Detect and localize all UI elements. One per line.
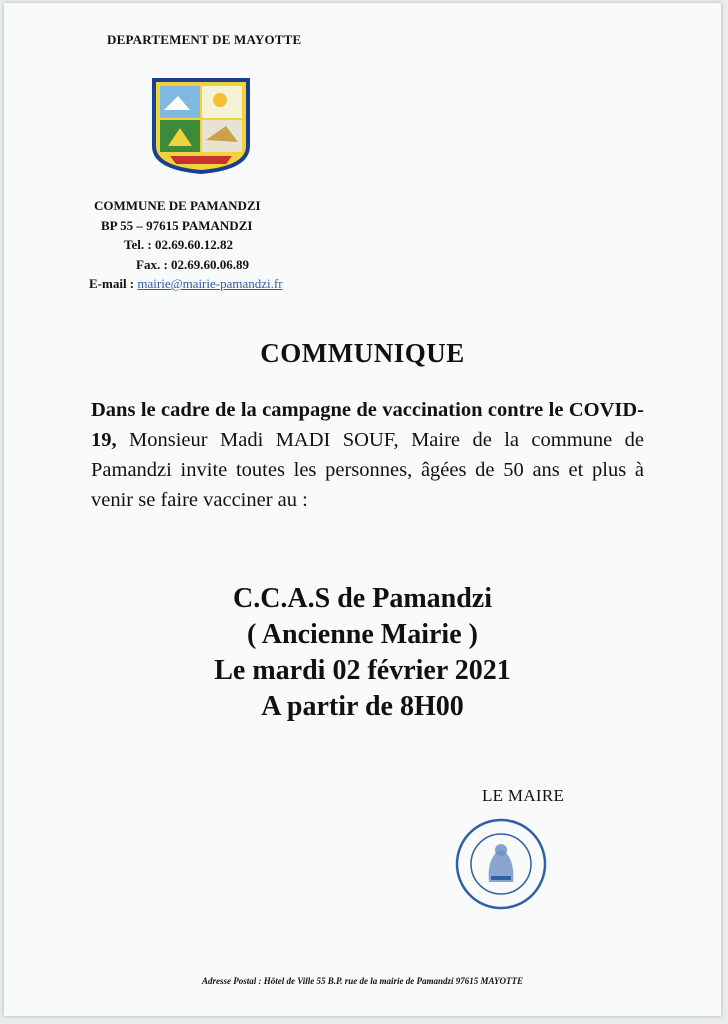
official-stamp-icon	[453, 816, 549, 912]
announcement-text: Monsieur Madi MADI SOUF, Maire de la commune de Pamandzi invite toutes les personnes, âgées de 50 ans et plus à venir se faire vacciner au :	[91, 429, 644, 511]
signature-title: LE MAIRE	[482, 786, 565, 805]
document-page	[4, 3, 721, 1016]
event-date: Le mardi 02 février 2021	[214, 655, 511, 686]
fax: Fax. : 02.69.60.06.89	[136, 256, 250, 272]
postal-address-footer: Adresse Postal : Hôtel de Ville 55 B.P. rue de la mairie de Pamandzi 97615 MAYOTTE	[201, 976, 524, 986]
event-details	[4, 581, 721, 725]
event-place: C.C.A.S de Pamandzi	[232, 583, 492, 614]
email-label: E-mail :	[89, 276, 138, 291]
event-time: A partir de 8H00	[261, 691, 464, 722]
commune-address	[89, 196, 283, 294]
email-line	[89, 274, 283, 294]
announcement-intro: Dans le cadre de la campagne de vaccination contre le COVID-19,	[91, 399, 644, 451]
coat-of-arms-icon	[150, 76, 252, 174]
telephone: Tel. : 02.69.60.12.82	[124, 237, 233, 252]
department-heading: DEPARTEMENT DE MAYOTTE	[107, 32, 302, 47]
announcement-paragraph	[91, 395, 644, 515]
event-subplace: ( Ancienne Mairie )	[247, 619, 478, 650]
document-title: COMMUNIQUE	[260, 338, 465, 368]
email-link[interactable]: mairie@mairie-pamandzi.fr	[137, 276, 283, 291]
postal-box: BP 55 – 97615 PAMANDZI	[101, 217, 253, 233]
commune-name: COMMUNE DE PAMANDZI	[94, 198, 261, 213]
